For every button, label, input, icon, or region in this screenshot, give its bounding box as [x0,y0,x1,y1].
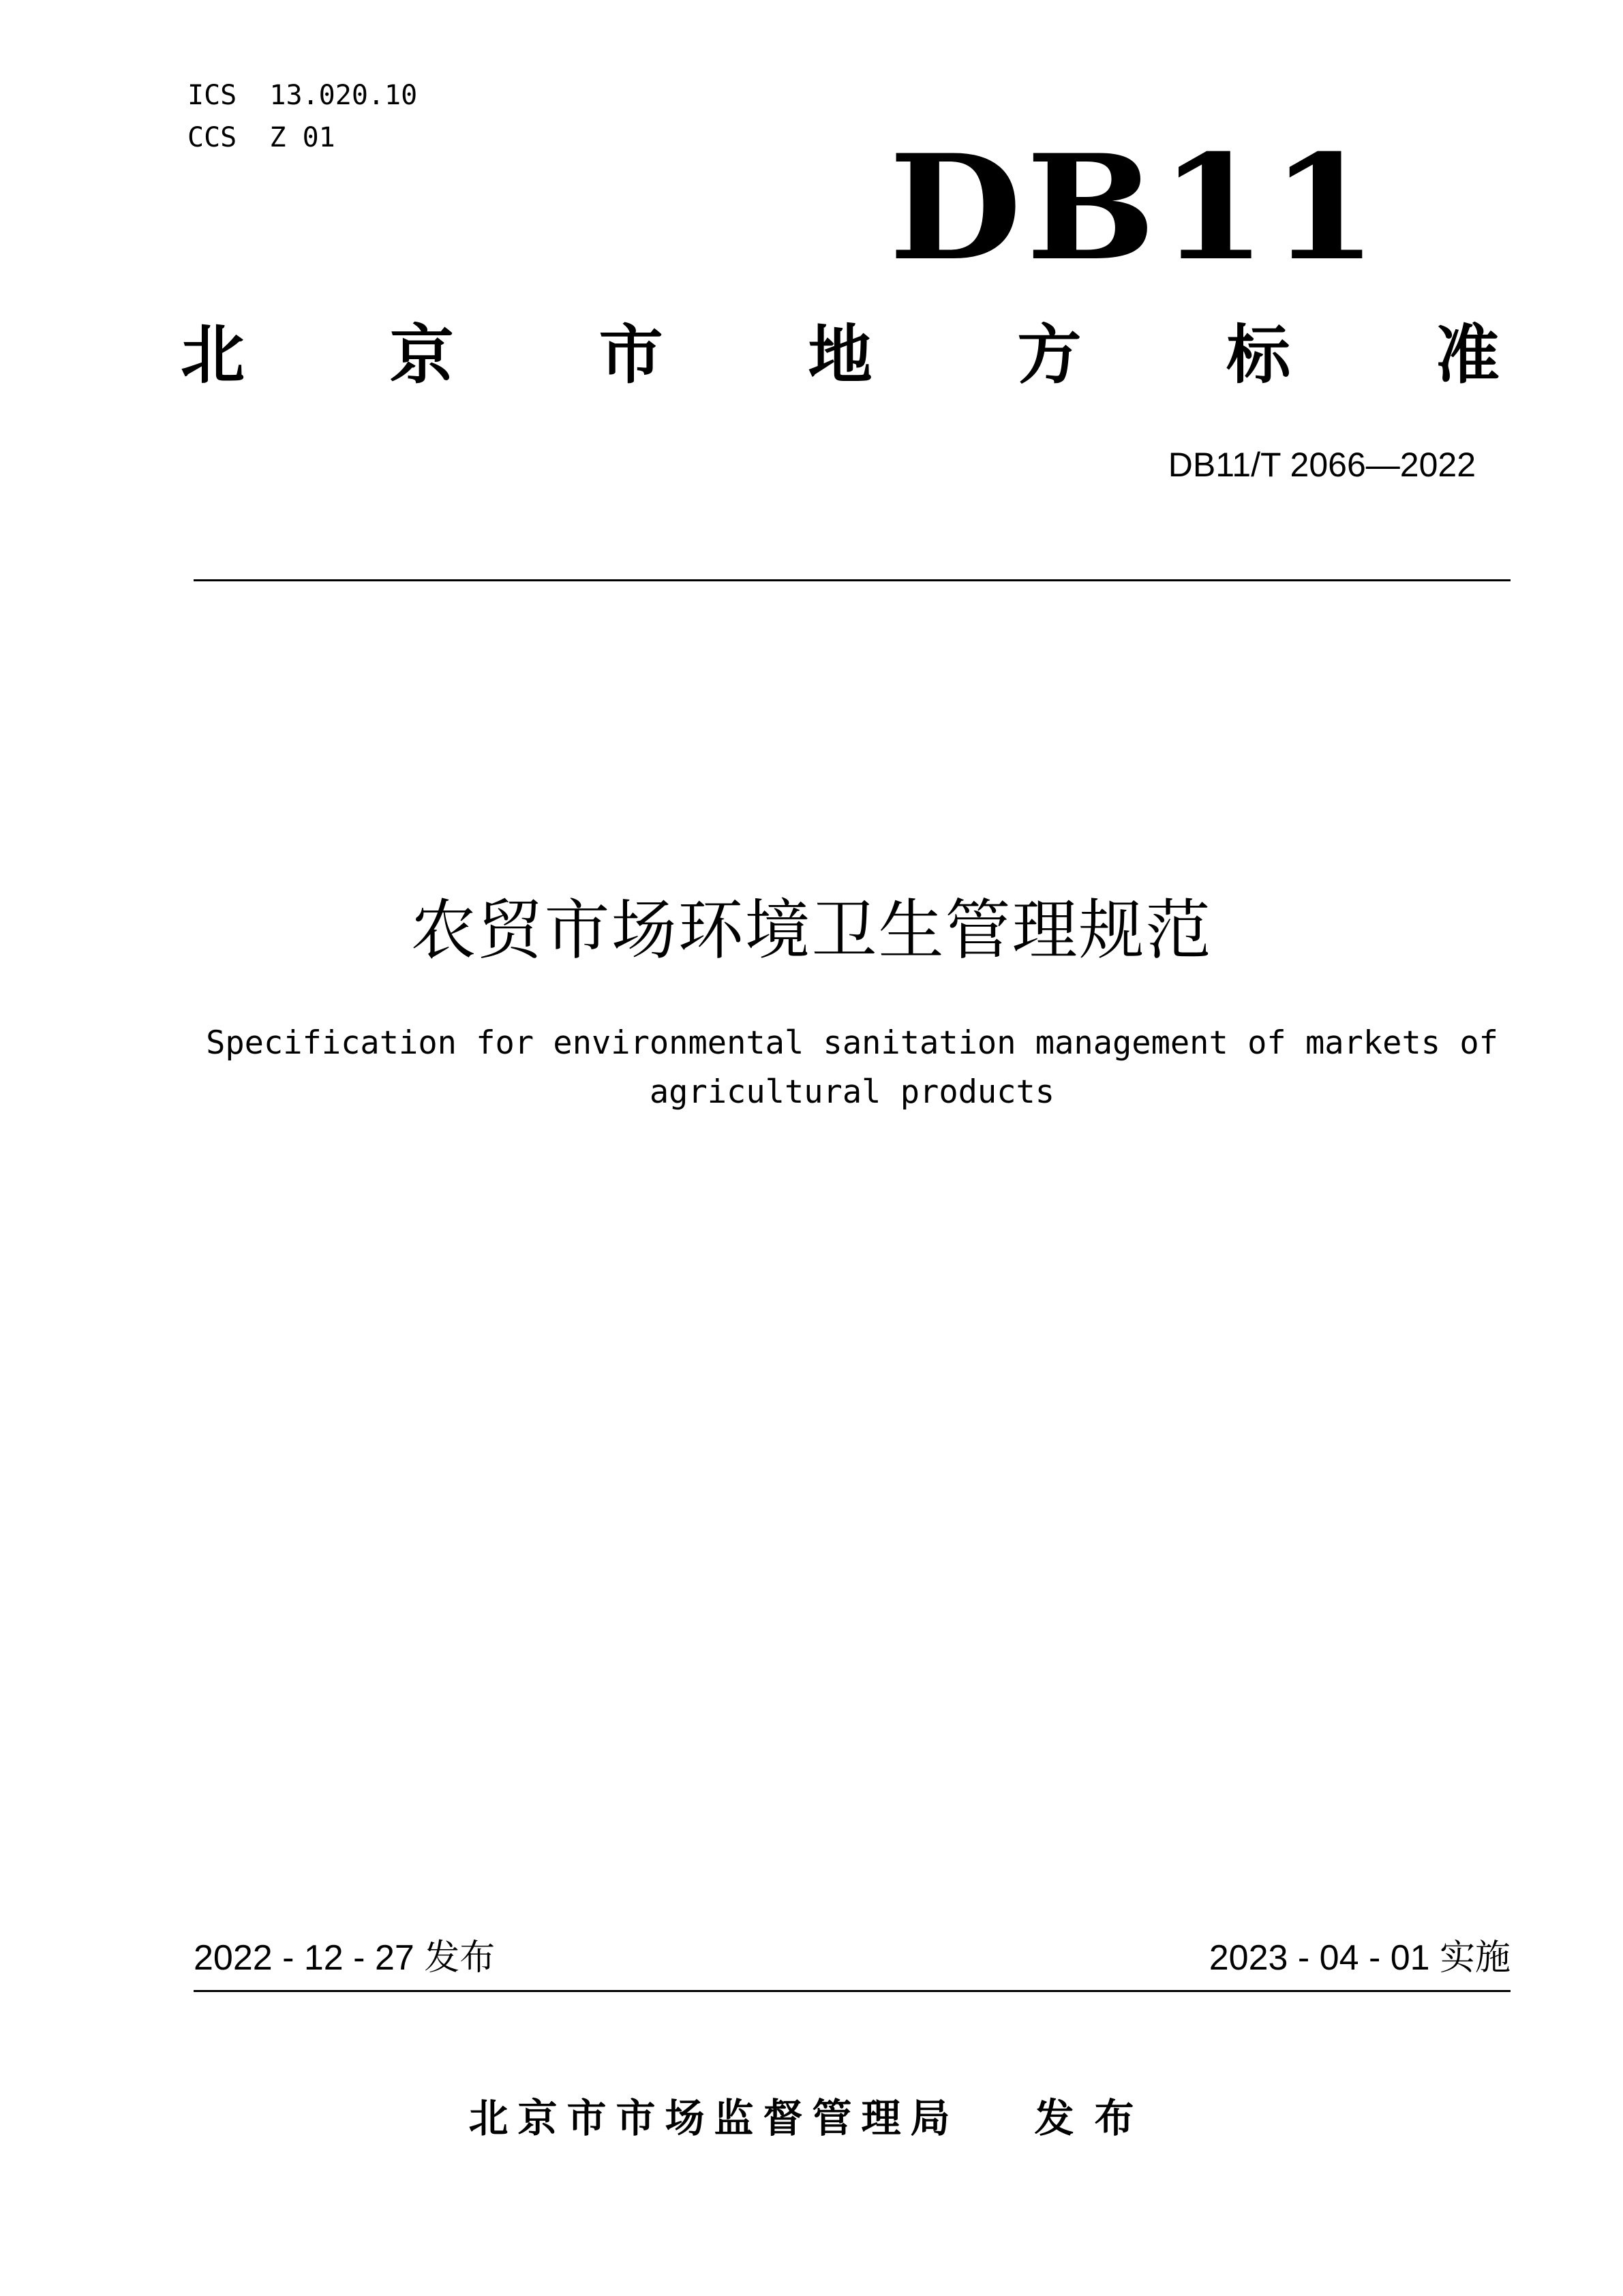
publisher-action: 发布 [1034,2095,1155,2141]
document-title-chinese: 农贸市场环境卫生管理规范 [410,892,1213,968]
ccs-code: CCS Z 01 [187,122,335,153]
standard-number: DB11/T 2066—2022 [1168,446,1476,484]
bottom-divider [194,1990,1511,1992]
publisher-line [0,2091,1623,2145]
document-title-english: Specification for environmental sanitation management of markets of agricultural products [206,1024,1498,1111]
standard-type-char: 地 [808,318,873,393]
db11-logo: DB11 [889,123,1382,292]
publisher-organization: 北京市市场监督管理局 [468,2095,960,2141]
standard-type-char: 京 [389,318,454,393]
ics-code: ICS 13.020.10 [187,80,418,111]
standard-type-char: 市 [598,318,663,393]
standard-type-char: 北 [181,318,245,393]
standard-type-char: 准 [1435,318,1500,393]
standard-type-char: 方 [1017,318,1082,393]
standard-type-heading [181,315,1500,397]
top-divider [194,579,1511,581]
implementation-date: 2023 - 04 - 01 实施 [1209,1938,1511,1978]
issue-date: 2022 - 12 - 27 发布 [194,1938,496,1978]
standard-type-char: 标 [1226,318,1291,393]
